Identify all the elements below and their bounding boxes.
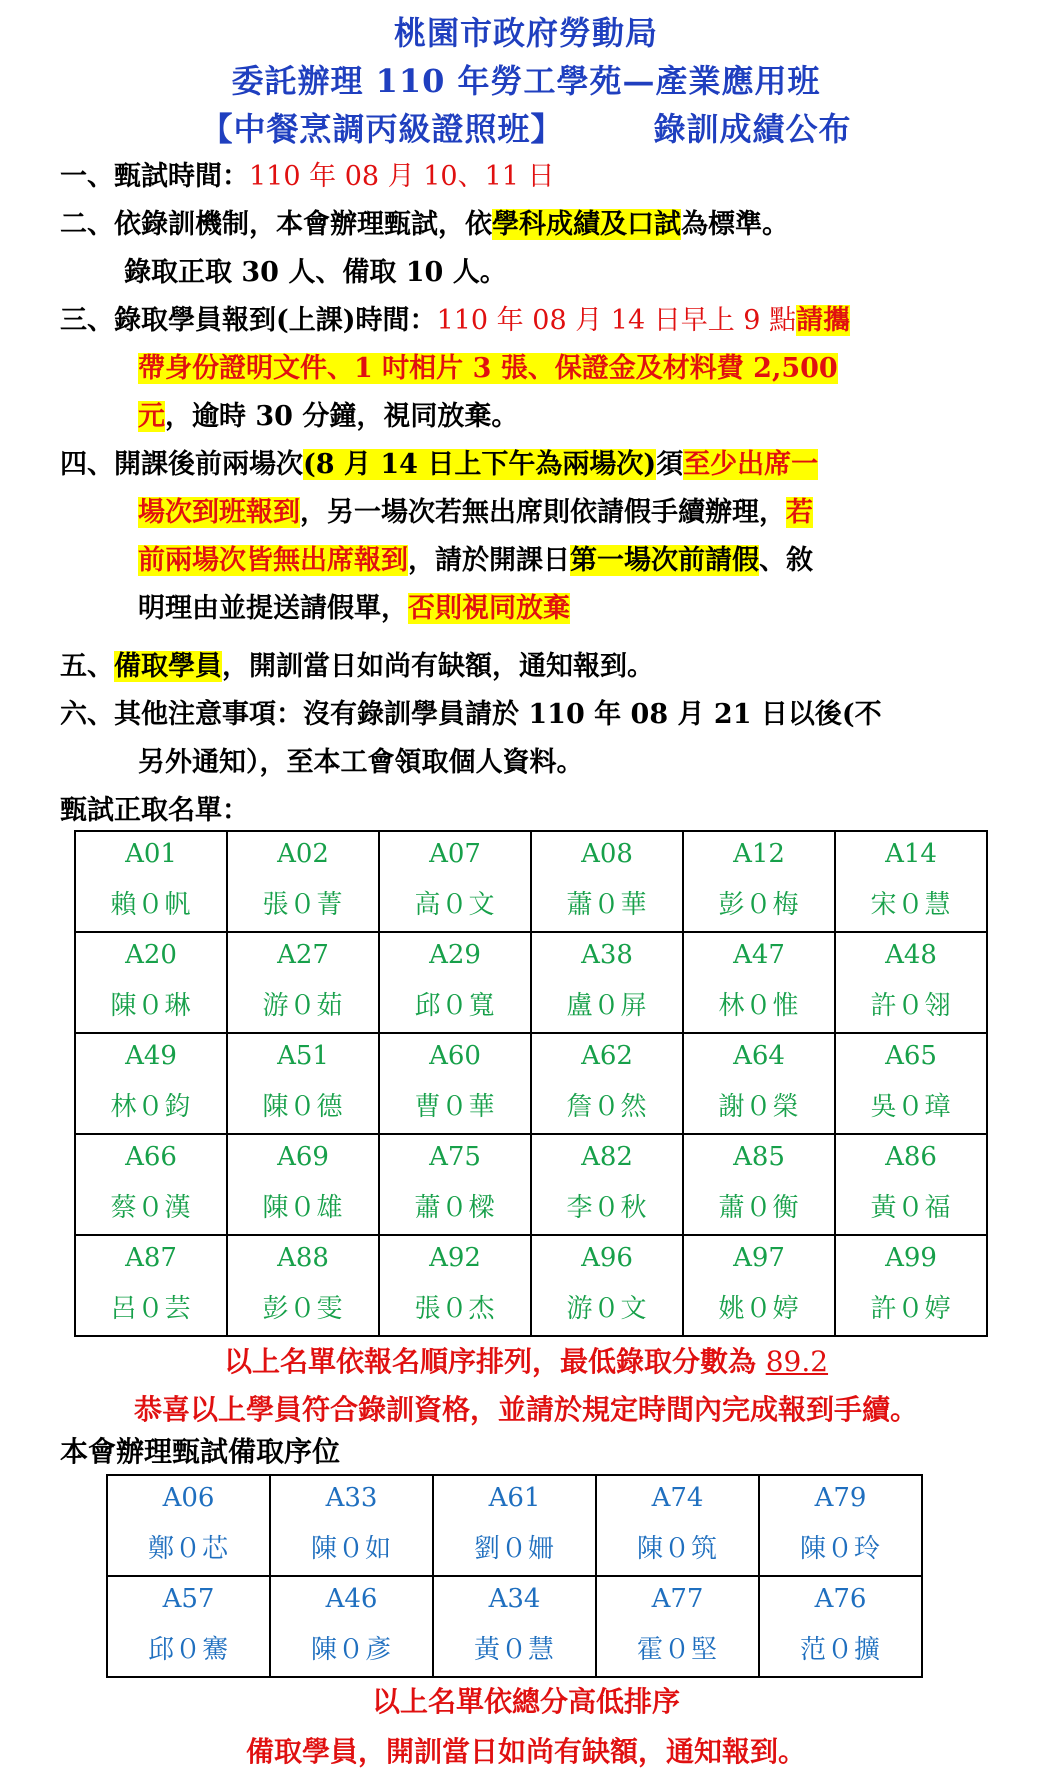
admit-cell [683, 1033, 835, 1134]
exam-time-label: 一、甄試時間： [60, 161, 249, 192]
admit-row [75, 1235, 987, 1336]
waitlist-cell [270, 1475, 433, 1576]
admit-cell [835, 1235, 987, 1336]
min-score: 89.2 [765, 1345, 829, 1378]
item-waitlist-rule [60, 644, 654, 690]
applicant-name: 黃０慧 [473, 1635, 555, 1665]
waitlist-cell [107, 1576, 270, 1677]
applicant-code: A64 [733, 1041, 785, 1071]
applicant-name: 蔡０漢 [110, 1193, 192, 1223]
applicant-name: 蕭０樑 [414, 1193, 496, 1223]
waitlist-note-2: 備取學員，開訓當日如尚有缺額，通知報到。 [245, 1735, 806, 1768]
applicant-name: 游０文 [566, 1294, 648, 1324]
applicant-name: 李０秋 [566, 1193, 648, 1223]
applicant-name: 陳０雄 [262, 1193, 344, 1223]
admit-cell [683, 1235, 835, 1336]
admit-cell [379, 1033, 531, 1134]
attendance-text-c: 須 [656, 449, 684, 480]
item-mechanism [60, 202, 789, 248]
applicant-name: 鄭０芯 [147, 1534, 229, 1564]
applicant-name: 陳０德 [262, 1092, 344, 1122]
applicant-code: A99 [885, 1243, 937, 1273]
applicant-name: 張０杰 [414, 1294, 496, 1324]
waitlist-heading: 本會辦理甄試備取序位 [60, 1435, 341, 1468]
applicant-name: 蕭０衡 [718, 1193, 800, 1223]
item-attendance-line1 [60, 442, 818, 488]
waitlist-row [107, 1576, 922, 1677]
admit-cell [835, 1033, 987, 1134]
attendance-forfeit: 否則視同放棄 [408, 593, 570, 624]
attendance-none: 前兩場次皆無出席報到 [138, 545, 408, 576]
applicant-code: A48 [885, 940, 937, 970]
applicant-name: 陳０玲 [799, 1534, 881, 1564]
applicant-code: A82 [581, 1142, 633, 1172]
admit-cell [227, 1033, 379, 1134]
admit-cell [531, 1033, 683, 1134]
applicant-name: 霍０堅 [636, 1635, 718, 1665]
admit-cell [531, 932, 683, 1033]
applicant-name: 宋０慧 [870, 890, 952, 920]
applicant-name: 陳０琳 [110, 991, 192, 1021]
mechanism-highlight: 學科成績及口試 [492, 209, 681, 240]
waitlist-note-1: 以上名單依總分高低排序 [371, 1685, 680, 1718]
org-title: 桃園市政府勞動局 [393, 14, 658, 52]
admit-cell [227, 1235, 379, 1336]
waitlist-table [106, 1474, 923, 1678]
applicant-name: 賴０帆 [110, 890, 192, 920]
applicant-code: A01 [125, 839, 177, 869]
applicant-code: A62 [581, 1041, 633, 1071]
item-exam-time [60, 154, 555, 200]
report-bring-end: 元 [138, 401, 165, 432]
other-text-b: 另外通知），至本工會領取個人資料。 [138, 747, 584, 778]
attendance-min-start: 至少出席一 [683, 449, 819, 480]
applicant-name: 盧０屏 [566, 991, 648, 1021]
applicant-name: 詹０然 [566, 1092, 648, 1122]
admit-cell [531, 831, 683, 932]
item-attendance-line2 [138, 490, 813, 536]
applicant-name: 姚０婷 [718, 1294, 800, 1324]
applicant-name: 呂０芸 [110, 1294, 192, 1324]
applicant-name: 陳０彥 [310, 1635, 392, 1665]
applicant-code: A92 [429, 1243, 481, 1273]
applicant-name: 林０鈞 [110, 1092, 192, 1122]
announce-label: 錄訓成績公布 [653, 110, 852, 148]
mechanism-text-c: 為標準。 [681, 209, 789, 240]
admit-cell [227, 1134, 379, 1235]
applicant-name: 高０文 [414, 890, 496, 920]
waitlist-cell [433, 1475, 596, 1576]
admit-cell [227, 831, 379, 932]
applicant-code: A60 [429, 1041, 481, 1071]
applicant-code: A07 [429, 839, 481, 869]
applicant-code: A08 [581, 839, 633, 869]
attendance-text-a: 四、開課後前兩場次 [60, 449, 303, 480]
attendance-text-i: ，請於開課日 [408, 545, 570, 576]
applicant-code: A79 [814, 1483, 867, 1513]
class-title [0, 104, 1052, 150]
applicant-code: A76 [814, 1584, 867, 1614]
attendance-text-k: 、敘 [759, 545, 813, 576]
applicant-name: 林０惟 [718, 991, 800, 1021]
waitlist-rule-highlight: 備取學員 [114, 651, 222, 682]
item-attendance-line3 [138, 538, 813, 584]
mechanism-text-a: 二、依錄訓機制，本會辦理甄試，依 [60, 209, 492, 240]
report-text-a: 三、錄取學員報到(上課)時間： [60, 305, 437, 336]
quota-text: 錄取正取 30 人、備取 10 人。 [124, 257, 507, 288]
item-other-line1 [60, 692, 882, 738]
applicant-name: 吳０璋 [870, 1092, 952, 1122]
admit-row [75, 1033, 987, 1134]
applicant-name: 彭０梅 [718, 890, 800, 920]
attendance-before-first: 第一場次前請假 [570, 545, 759, 576]
waitlist-cell [759, 1576, 922, 1677]
admit-note-1-text: 以上名單依報名順序排列，最低錄取分數為 [223, 1345, 766, 1378]
applicant-code: A77 [651, 1584, 704, 1614]
attendance-text-l: 明理由並提送請假單， [138, 593, 408, 624]
admit-cell [835, 1134, 987, 1235]
applicant-code: A06 [162, 1483, 215, 1513]
applicant-name: 曹０華 [414, 1092, 496, 1122]
applicant-code: A65 [885, 1041, 937, 1071]
other-text-a: 六、其他注意事項：沒有錄訓學員請於 110 年 08 月 21 日以後(不 [60, 699, 882, 730]
applicant-name: 許０婷 [870, 1294, 952, 1324]
admit-cell [683, 932, 835, 1033]
admit-row [75, 1134, 987, 1235]
applicant-code: A85 [733, 1142, 785, 1172]
admit-cell [227, 932, 379, 1033]
applicant-code: A88 [277, 1243, 329, 1273]
admit-note-2: 恭喜以上學員符合錄訓資格，並請於規定時間內完成報到手續。 [133, 1393, 918, 1426]
applicant-code: A87 [125, 1243, 177, 1273]
applicant-name: 彭０雯 [262, 1294, 344, 1324]
admit-table [74, 830, 988, 1337]
waitlist-rule-a: 五、 [60, 651, 114, 682]
admit-row [75, 831, 987, 932]
applicant-name: 范０擴 [799, 1635, 881, 1665]
report-time: 110 年 08 月 14 日早上 9 點 [436, 305, 797, 336]
admit-cell [531, 1134, 683, 1235]
exam-time-date: 110 年 08 月 10、11 日 [249, 161, 555, 192]
item-other-line2 [138, 740, 584, 786]
applicant-name: 邱０騫 [147, 1635, 229, 1665]
item-report-line1 [60, 298, 850, 344]
applicant-name: 黃０福 [870, 1193, 952, 1223]
applicant-code: A33 [325, 1483, 378, 1513]
item-attendance-line4 [138, 586, 570, 632]
admit-cell [683, 1134, 835, 1235]
report-bring-list: 帶身份證明文件、1 吋相片 3 張、保證金及材料費 2,500 [138, 353, 838, 384]
applicant-code: A66 [125, 1142, 177, 1172]
waitlist-cell [596, 1576, 759, 1677]
program-title: 委託辦理 110 年勞工學苑—產業應用班 [231, 62, 821, 100]
admit-cell [379, 932, 531, 1033]
waitlist-cell [107, 1475, 270, 1576]
applicant-code: A96 [581, 1243, 633, 1273]
applicant-name: 陳０如 [310, 1534, 392, 1564]
attendance-leave-rule: ，另一場次若無出席則依請假手續辦理， [300, 497, 786, 528]
applicant-name: 邱０寬 [414, 991, 496, 1021]
admit-cell [835, 831, 987, 932]
applicant-code: A49 [125, 1041, 177, 1071]
admit-cell [379, 1134, 531, 1235]
applicant-name: 劉０姍 [473, 1534, 555, 1564]
applicant-code: A20 [125, 940, 177, 970]
applicant-code: A46 [325, 1584, 378, 1614]
admit-cell [531, 1235, 683, 1336]
waitlist-cell [433, 1576, 596, 1677]
applicant-code: A51 [277, 1041, 329, 1071]
admit-cell [75, 1134, 227, 1235]
applicant-code: A61 [488, 1483, 541, 1513]
attendance-min-end: 場次到班報到 [138, 497, 300, 528]
waitlist-cell [596, 1475, 759, 1576]
applicant-code: A38 [581, 940, 633, 970]
item-quota [124, 250, 507, 296]
applicant-code: A86 [885, 1142, 937, 1172]
applicant-code: A02 [277, 839, 329, 869]
admit-row [75, 932, 987, 1033]
report-late-rule: ，逾時 30 分鐘，視同放棄。 [165, 401, 519, 432]
admit-cell [75, 1235, 227, 1336]
waitlist-rule-c: ，開訓當日如尚有缺額，通知報到。 [222, 651, 654, 682]
applicant-code: A69 [277, 1142, 329, 1172]
applicant-name: 陳０筑 [636, 1534, 718, 1564]
applicant-code: A27 [277, 940, 329, 970]
applicant-code: A47 [733, 940, 785, 970]
admit-cell [75, 932, 227, 1033]
applicant-code: A14 [885, 839, 937, 869]
class-name: 【中餐烹調丙級證照班】 [200, 110, 564, 148]
applicant-code: A29 [429, 940, 481, 970]
admit-cell [379, 831, 531, 932]
item-report-line2 [138, 346, 838, 392]
admit-note-1 [0, 1340, 1052, 1380]
admit-cell [835, 932, 987, 1033]
applicant-name: 張０菁 [262, 890, 344, 920]
applicant-name: 游０茹 [262, 991, 344, 1021]
applicant-name: 許０翎 [870, 991, 952, 1021]
applicant-name: 蕭０華 [566, 890, 648, 920]
attendance-if: 若 [786, 497, 813, 528]
applicant-code: A74 [651, 1483, 704, 1513]
applicant-code: A75 [429, 1142, 481, 1172]
admit-heading: 甄試正取名單： [60, 795, 249, 826]
admit-cell [379, 1235, 531, 1336]
applicant-code: A12 [733, 839, 785, 869]
applicant-code: A97 [733, 1243, 785, 1273]
attendance-sessions: (8 月 14 日上下午為兩場次) [303, 449, 657, 480]
admit-cell [75, 831, 227, 932]
waitlist-row [107, 1475, 922, 1576]
report-bring-start: 請攜 [796, 305, 851, 336]
waitlist-cell [759, 1475, 922, 1576]
applicant-code: A34 [488, 1584, 541, 1614]
applicant-code: A57 [162, 1584, 215, 1614]
admit-cell [75, 1033, 227, 1134]
applicant-name: 謝０榮 [718, 1092, 800, 1122]
waitlist-cell [270, 1576, 433, 1677]
item-report-line3 [138, 394, 518, 440]
admit-cell [683, 831, 835, 932]
